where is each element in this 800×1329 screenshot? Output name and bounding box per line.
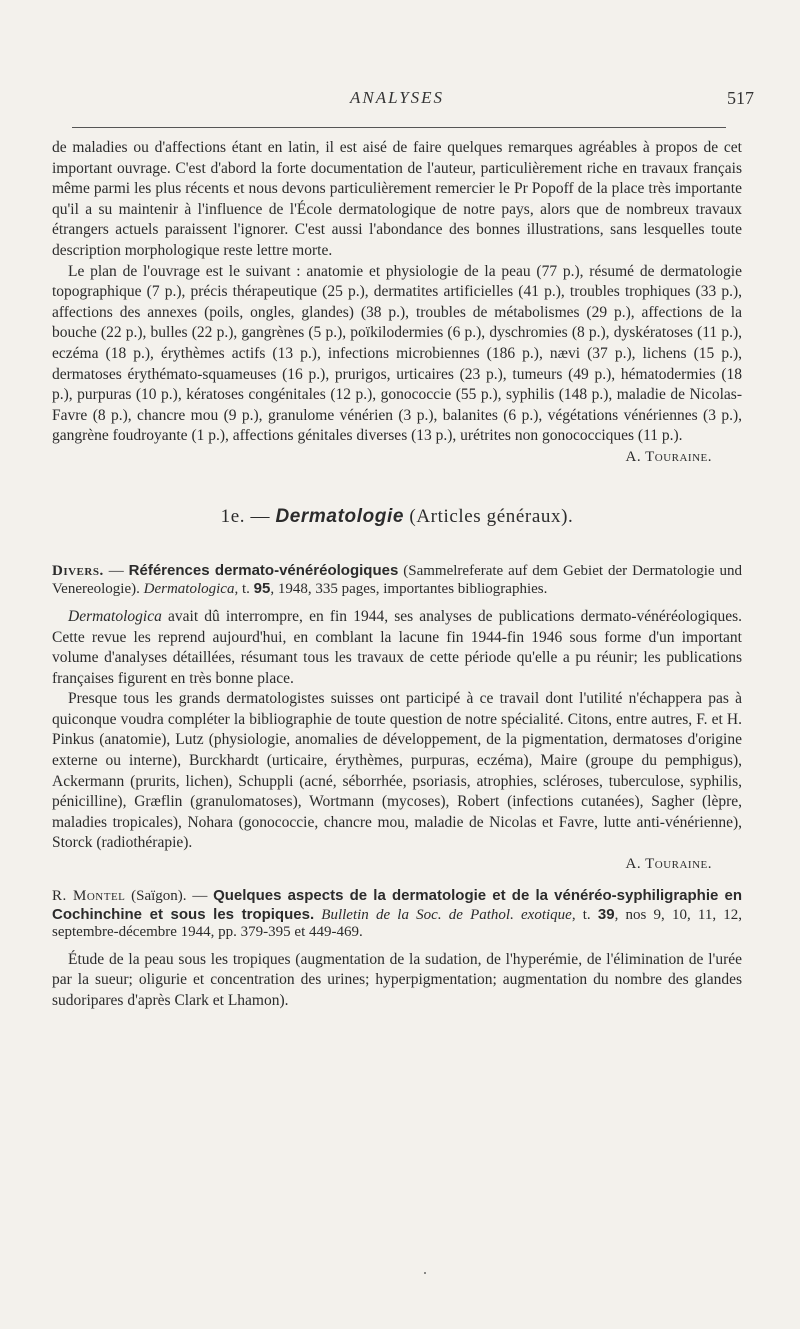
entry-ref-pre: , t. <box>234 581 250 598</box>
signature: A. Touraine. <box>625 856 712 873</box>
entry-journal: Bulletin de la Soc. de Pathol. exotique <box>321 906 572 923</box>
entry-title: Références dermato-vénéréologiques <box>128 561 399 579</box>
continuation-paragraph-1: de maladies ou d'affections étant en latin, il est aisé de faire quelques remarques agréables à propos de cet important ouvrage. C'est d'abord la forte documentation de l'auteur, particulièrement riche en travaux français même parmi les plus récents et nous devons particulièrement remercier le Pr Popoff de la place très importante qu'il a su maintenir à l'influence de l'École dermatologique de notre pays, alors que de nombreux travaux étrangers actuels paraissent l'ignorer. C'est aussi l'abondance des bonnes illustrations, sans lesquelles toute description morphologique reste lettre morte. <box>52 139 742 259</box>
entry-author: Divers. <box>52 562 104 579</box>
entry-journal: Dermatologica <box>143 581 235 598</box>
section-heading <box>52 506 742 528</box>
entry-citation <box>52 562 742 599</box>
section-number: 1e. <box>220 505 246 527</box>
continuation-review <box>52 138 742 468</box>
section-subtitle: (Articles généraux). <box>409 505 574 527</box>
entry-montel <box>52 887 742 1011</box>
entry-divers <box>52 562 742 875</box>
entry-place: (Saïgon). <box>131 888 187 905</box>
running-header <box>52 0 754 128</box>
section-dash: — <box>250 505 271 527</box>
entry-title: Quelques aspects de la dermatologie et de la vénéréo-syphiligraphie en Cochinchine et sous les tropiques. <box>52 887 743 923</box>
continuation-paragraph-2: Le plan de l'ouvrage est le suivant : anatomie et physiologie de la peau (77 p.), résumé de dermatologie topographique (7 p.), précis thérapeutique (25 p.), dermatites artificielles (41 p.), troubles trophiques (33 p.), affections des annexes (poils, ongles, glandes) (38 p.), troubles de métabolismes (29 p.), affections de la bouche (22 p.), bulles (22 p.), gangrènes (5 p.), poïkilodermies (6 p.), dyschromies (8 p.), dyskératoses (11 p.), eczéma (18 p.), érythèmes actifs (13 p.), infections microbiennes (186 p.), nævi (37 p.), lichens (15 p.), dermatoses érythémato-squameuses (16 p.), prurigos, urticaires (23 p.), tumeurs (49 p.), hématodermies (18 p.), purpuras (10 p.), kératoses congénitales (12 p.), gonococcie (55 p.), syphilis (148 p.), maladie de Nicolas-Favre (8 p.), chancre mou (9 p.), granulome vénérien (3 p.), balanites (6 p.), végétations vénériennes (3 p.), gangrène foudroyante (1 p.), affections génitales diverses (13 p.), urétrites non gonococciques (11 p.). <box>52 262 742 445</box>
page-number: 517 <box>727 88 754 108</box>
entry-dash: — <box>192 888 208 905</box>
entry-ref-post: , nos 9, 10, 11, 12, septembre-décembre 1944, pp. 379-395 et 449-469. <box>52 906 743 941</box>
section-topic: Dermatologie <box>275 505 405 527</box>
entry-paragraph-text: avait dû interrompre, en fin 1944, ses analyses de publications dermato-vénéréologiques. Cette revue les reprend aujourd'hui, en comblant la lacune fin 1944-fin 1946 sous forme d'un important volume d'analyses détaillées, résumant tous les travaux de cette période qu'elle a pu réunir; les publications françaises figurent en très bonne place. <box>52 607 742 687</box>
entry-lead-italic: Dermatologica <box>68 607 162 625</box>
entry-ref-pre: , t. <box>571 906 591 923</box>
entry-paragraph: Presque tous les grands dermatologistes suisses ont participé à ce travail dont l'utilité n'échappera pas à quiconque voudra compléter la bibliographie de toute question de notre spécialité. Citons, entre autres, F. et H. Pinkus (anatomie), Lutz (physiologie, anomalies de développement, de la pigmentation, dermatoses d'origine externe ou interne), Burckhardt (urticaire, érythèmes, purpuras, eczéma), Maire (groupe du pemphigus), Ackermann (prurits, lichen), Schuppli (acné, séborrhée, psoriasis, atrophies, scléroses, tuberculose, syphilis, pénicilline), Græflin (granulomatoses), Wortmann (mycoses), Robert (infections cutanées), Sagher (lèpre, maladies tropicales), Nohara (gonococcie, chancre mou, maladie de Nicolas et Favre, lutte anti-vénérienne), Storck (radiothérapie). <box>52 690 742 852</box>
entry-volume: 95 <box>253 580 271 598</box>
entry-title-rest: (Sammelreferate auf dem Gebiet der Dermatologie und Venereologie). <box>52 562 743 598</box>
entry-ref-post: , 1948, 335 pages, importantes bibliographies. <box>270 581 548 598</box>
entry-dash: — <box>108 562 124 579</box>
page <box>52 0 754 1011</box>
running-title: ANALYSES <box>349 88 445 107</box>
entry-paragraph: Étude de la peau sous les tropiques (augmentation de la sudation, de l'hyperémie, de l'élimination de l'urée par la sueur; oligurie et concentration des urines; hyperpigmentation; augmentation du nombre des glandes sudoripares d'après Clark et Lhamon). <box>52 950 742 1009</box>
entry-volume: 39 <box>597 905 615 923</box>
entry-author: R. Montel <box>52 888 126 905</box>
print-speck <box>424 1272 426 1274</box>
header-rule <box>72 127 726 128</box>
signature: A. Touraine. <box>625 448 712 465</box>
entry-paragraph <box>52 607 742 689</box>
entry-citation <box>52 887 742 942</box>
